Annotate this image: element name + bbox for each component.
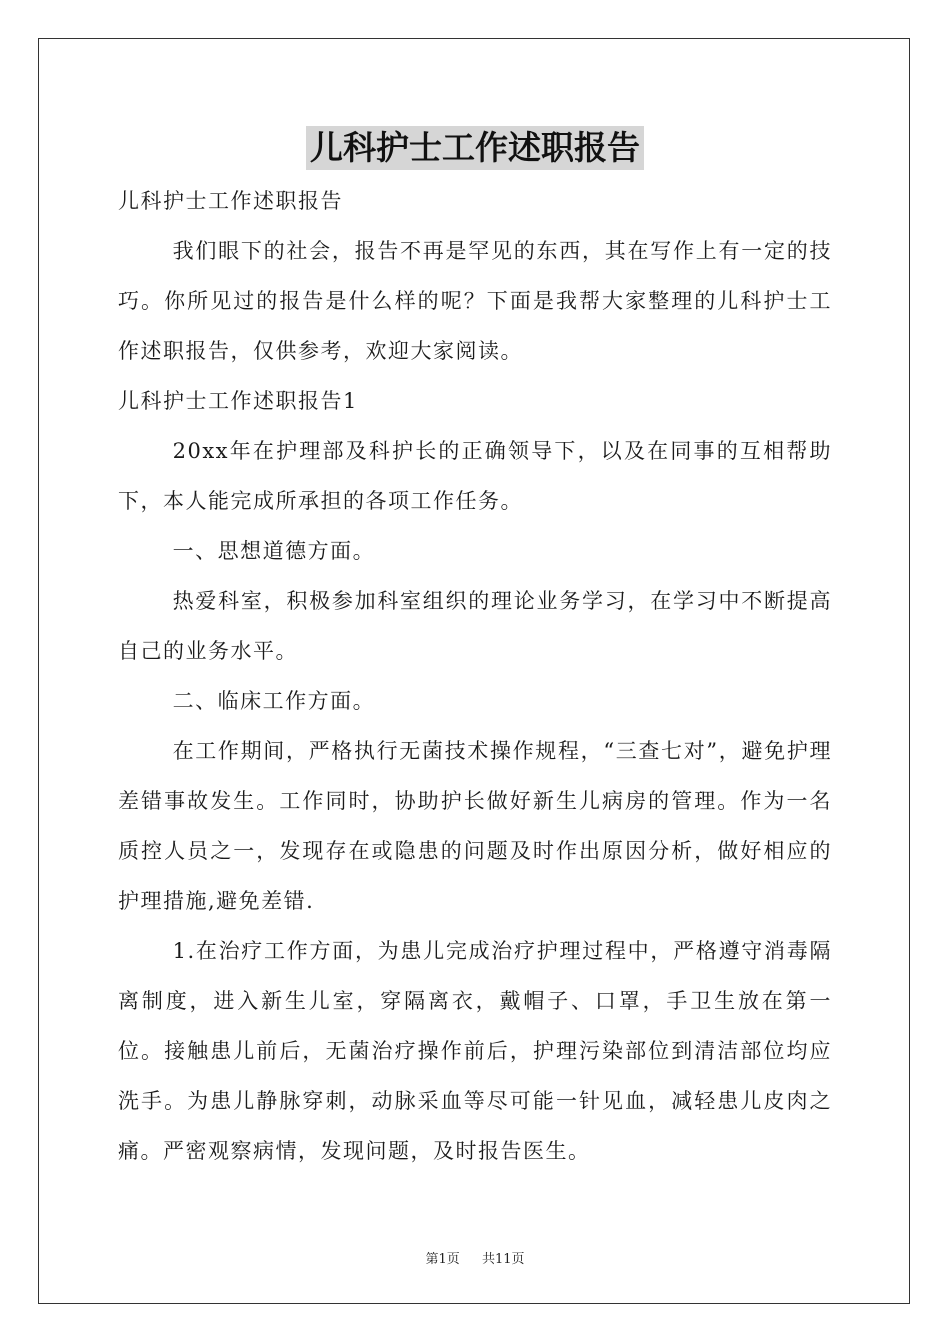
page-number: 第1页: [425, 1252, 460, 1267]
page-footer: [0, 1248, 950, 1267]
paragraph: 20xx年在护理部及科护长的正确领导下，以及在同事的互相帮助下，本人能完成所承担的各项工作任务。: [118, 439, 832, 513]
document-title: 儿科护士工作述职报告: [306, 126, 644, 170]
document-body: [118, 176, 832, 1176]
paragraph: 我们眼下的社会，报告不再是罕见的东西，其在写作上有一定的技巧。你所见过的报告是什么样的呢？下面是我帮大家整理的儿科护士工作述职报告，仅供参考，欢迎大家阅读。: [118, 239, 832, 363]
section-heading: 一、思想道德方面。: [172, 539, 376, 563]
title-container: [0, 126, 950, 170]
paragraph: 儿科护士工作述职报告1: [118, 389, 358, 413]
page-total: 共11页: [481, 1252, 525, 1267]
paragraph: 儿科护士工作述职报告: [118, 189, 343, 213]
section-heading: 二、临床工作方面。: [172, 689, 376, 713]
paragraph: 热爱科室，积极参加科室组织的理论业务学习，在学习中不断提高自己的业务水平。: [118, 589, 832, 663]
paragraph: 在工作期间，严格执行无菌技术操作规程，“三查七对”，避免护理差错事故发生。工作同时，协助护长做好新生儿病房的管理。作为一名质控人员之一，发现存在或隐患的问题及时作出原因分析，做好相应的护理措施,避免差错.: [118, 739, 832, 913]
paragraph: 1.在治疗工作方面，为患儿完成治疗护理过程中，严格遵守消毒隔离制度，进入新生儿室，穿隔离衣，戴帽子、口罩，手卫生放在第一位。接触患儿前后，无菌治疗操作前后，护理污染部位到清洁部位均应洗手。为患儿静脉穿刺，动脉采血等尽可能一针见血，减轻患儿皮肉之痛。严密观察病情，发现问题，及时报告医生。: [118, 939, 832, 1163]
